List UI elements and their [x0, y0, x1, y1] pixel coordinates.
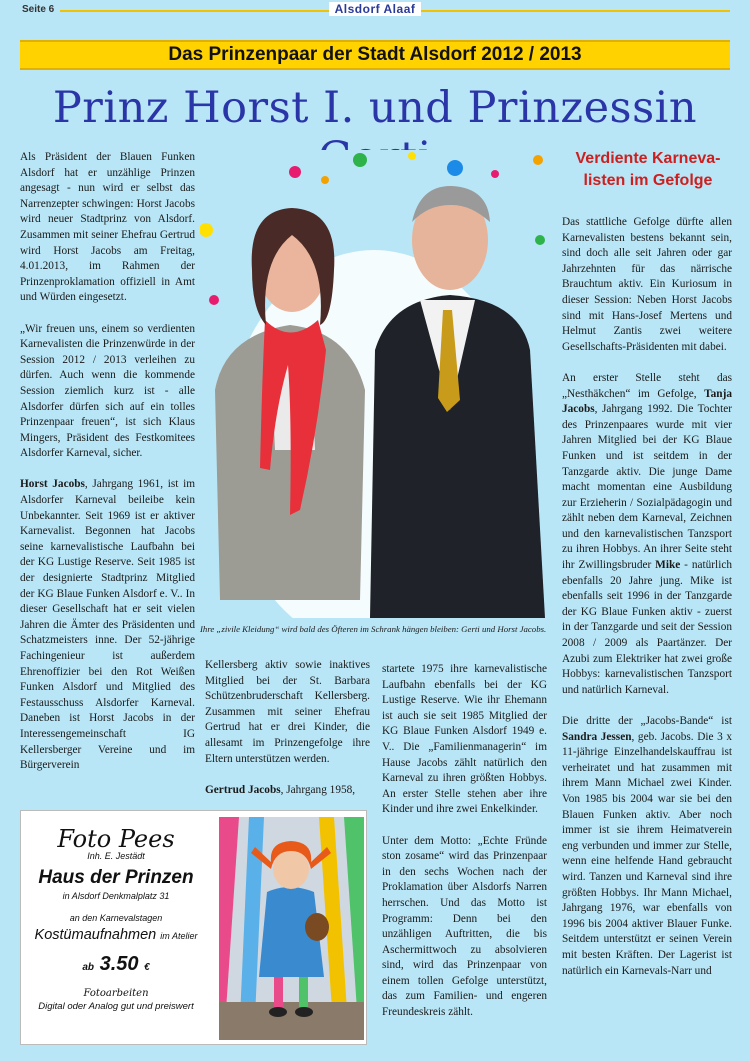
confetti-dot: [353, 153, 367, 167]
paragraph: Als Präsident der Blauen Funken Alsdorf hat er unzählige Prinzen angesagt - nun wird er selbst das Narrenzepter schwingen: Horst Jacobs wird neuer Stadtprinz von Alsdorf. Zusammen mit seiner Ehefrau Gertrud wird Horst Jacobs am Freitag, 4.01.2013, im Rahmen der Prinzenproklamation offiziell in Amt und Würden eingesetzt.: [20, 151, 195, 304]
ad-owner: Inh. E. Jestädt: [87, 851, 145, 861]
paragraph: [20, 477, 195, 773]
paragraph-text: , Jahrgang 1992. Die Tochter des Prinzenpaares wurde mit vier Jahren Mitglied bei der KG Blaue Funken und ist seitdem in der Tanzgarde aktiv. Die junge Dame macht momentan eine Ausbildung zur Erzieherin / Sozialpädagogin und zählt neben dem Karneval, Zeichnen und den karnevalistischen Tanzsport zu ihren Hobbys. An ihrer Seite steht ihr Zwillingsbruder: [562, 403, 732, 572]
confetti-dot: [535, 235, 545, 245]
ad-price-value: 3.50: [99, 953, 139, 975]
paragraph: Kellersberg aktiv sowie inaktives Mitglied bei der St. Barbara Schützenbruderschaft Kellersberg. Zusammen mit seiner Ehefrau Gertrud hat er drei Kinder, die allesamt im Prinzengefolge ihre Eltern unterstützen werden.: [205, 659, 370, 765]
paragraph-text: , Jahrgang 1961, ist im Alsdorfer Karneval beileibe kein Unbekannter. Seit 1969 ist er aktiver Karnevalist. Begonnen hat Jacobs seine karnevalistische Laufbahn bei der KG Lustige Reserve. Seit 1985 ist der designierte Stadtprinz Mitglied der KG Blaue Funken Alsdorf e. V.. In dieser Gesellschaft hat er seit vielen Jahren die Ämter des Präsidenten und Schatzmeisters inne. Der 52-jährige Fachingenieur ist außerdem Ehrenoffizier bei den Rot Weißen Funken Alsdorf und Mitglied des Festausschuss Alsdorfer Karneval. Daneben ist Horst Jacobs in der Interessengemeinschaft IG Kellersberger Vereine und im Bürgerverein: [20, 478, 195, 772]
paragraph-text: , geb. Jacobs. Die 3 x 11-jährige Einzelhandelskauffrau ist verheiratet und hat zusammen mit ihrem Mann Michael zwei Kinder. Von 1985 bis 2004 war sie bei den Blauen Funken aktiv. Aber noch immer ist sie ihrem Heimatverein eng verbunden und immer zur Stelle, wenn eine helfende Hand gebraucht wird. Tanzen und Karneval sind ihre größten Hobbys. Ihr Mann Michael, Jahrgang 1976, war ebenfalls von 1996 bis 2004 aktiver Blauer Funke. Seitdem unterstützt er seinen Verein mit besten Kräften. Der Lagerist ist natürlich ein Karnevals-Narr und: [562, 730, 732, 977]
ad-karnevalstage: an den Karnevalstagen: [69, 913, 163, 923]
confetti-dot: [209, 295, 219, 305]
paragraph: [205, 783, 370, 799]
section-banner: Das Prinzenpaar der Stadt Alsdorf 2012 / 2013: [20, 40, 730, 70]
bold-name: Sandra Jessen: [562, 730, 632, 743]
confetti-dot: [491, 170, 499, 178]
article-column-3: [382, 662, 547, 1036]
publication-title: [0, 2, 750, 16]
foto-pees-advertisement: [20, 810, 367, 1045]
ad-text-block: [21, 811, 211, 1046]
teddy-bear: [305, 913, 329, 941]
publication-title-text: Alsdorf Alaaf: [329, 2, 422, 16]
section-subhead: Verdiente Karneva-listen im Gefolge: [575, 150, 721, 189]
prince-couple-photo: [200, 150, 548, 618]
ad-price: [21, 953, 211, 976]
ad-kostuem-text: Kostümaufnahmen: [34, 927, 157, 943]
child-costume-photo: [219, 817, 364, 1040]
confetti-dot: [408, 152, 416, 160]
photo-caption: Ihre „zivile Kleidung“ wird bald des Öfteren im Schrank hängen bleiben: Gerti und Horst Jacobs.: [200, 624, 547, 634]
paragraph: Das stattliche Gefolge dürfte allen Karnevalisten bestens bekannt sein, sind doch alle seit Jahren oder gar Jahrzehnten für das närrische Brauchtum aktiv. Ein Kuriosum in dieser Session: Neben Horst Jacobs sind mit Hans-Josef Mertens und Helmut Zantis zwei weitere Gesellschafts-Präsidenten mit dabei.: [562, 216, 732, 353]
ad-currency: €: [144, 962, 150, 973]
bold-name: Tanja Jacobs: [562, 387, 732, 416]
running-header: [0, 0, 750, 36]
bold-name: Mike: [655, 559, 681, 572]
confetti-dot: [447, 160, 463, 176]
paragraph-text: An erster Stelle steht das „Nesthäkchen“ im Gefolge,: [562, 371, 732, 400]
bold-name: Horst Jacobs: [20, 478, 85, 491]
paragraph: startete 1975 ihre karnevalistische Laufbahn ebenfalls bei der KG Lustige Reserve. Wie ihr Ehemann ist auch sie seit 1985 Mitglied der KG Blaue Funken Alsdorf 1949 e. V.. Die „Familienmanagerin“ im Hause Jacobs zählt natürlich den Karneval zu ihren größten Hobbys. An erster Stelle stehen aber ihre Kinder und ihre zwei Enkelkinder.: [382, 663, 547, 816]
paragraph-text: Die dritte der „Jacobs-Bande“ ist: [562, 715, 732, 727]
paragraph: [562, 714, 732, 979]
ad-address: in Alsdorf Denkmalplatz 31: [62, 891, 170, 901]
article-column-2: [205, 658, 370, 814]
ad-atelier: im Atelier: [160, 931, 198, 941]
ad-fotoarbeiten: Fotoarbeiten: [83, 988, 149, 999]
ad-kostuem: [21, 927, 211, 943]
paragraph: „Wir freuen uns, einem so verdienten Karnevalisten die Prinzenwürde in der Session 2012 / 2013 verleihen zu dürfen. Auch wenn die kommende Session ziemlich kurz ist - alle Alsdorfer dürfen sich auf ein tolles Prinzenpaar freuen“, ist sich Klaus Mingers, Präsident des Festkomitees Alsdorfer Karneval, sicher.: [20, 322, 195, 460]
ad-price-prefix: ab: [82, 962, 95, 973]
article-column-1: [20, 150, 195, 789]
confetti-dot: [289, 166, 301, 178]
paragraph-text: , Jahrgang 1958,: [280, 783, 356, 796]
confetti-dot: [533, 155, 543, 165]
page-number: Seite 6: [22, 4, 55, 15]
ad-logo: Foto Pees: [57, 825, 175, 853]
page-headline: Prinz Horst I. und Prinzessin: [52, 83, 698, 133]
paragraph: [562, 371, 732, 698]
bold-name: Gertrud Jacobs: [205, 783, 281, 796]
ad-digital: Digital oder Analog gut und preiswert: [38, 1001, 194, 1012]
article-column-4: [562, 215, 732, 995]
paragraph: Unter dem Motto: „Echte Fründe ston zosame“ wird das Prinzenpaar in den sechs Wochen nach der Proklamation über Alsdorfs Narren herrschen. Und das Motto ist Programm: Denn bei den unzähligen Auftritten, die bis Aschermittwoch zu absolvieren sind, wird das Prinzenpaar von einem tollen Gefolge unterstützt, das zum Familien- und engeren Freundeskreis zählt.: [382, 834, 547, 1019]
paragraph-text: - natürlich ebenfalls 20 Jahre jung. Mike ist ebenfalls seit 1996 in der Tanzgarde der KG Blaue Funken aktiv - zuerst in der Tanzgarde und seit der Session 2008 / 2009 als Paartänzer. Der Azubi zum Elektriker hat zwei große Hobbys: karnevalistischen Tanzsport und natürlich Karneval.: [562, 559, 732, 696]
confetti-dot: [321, 176, 329, 184]
ad-haus-der-prinzen: Haus der Prinzen: [38, 867, 194, 888]
